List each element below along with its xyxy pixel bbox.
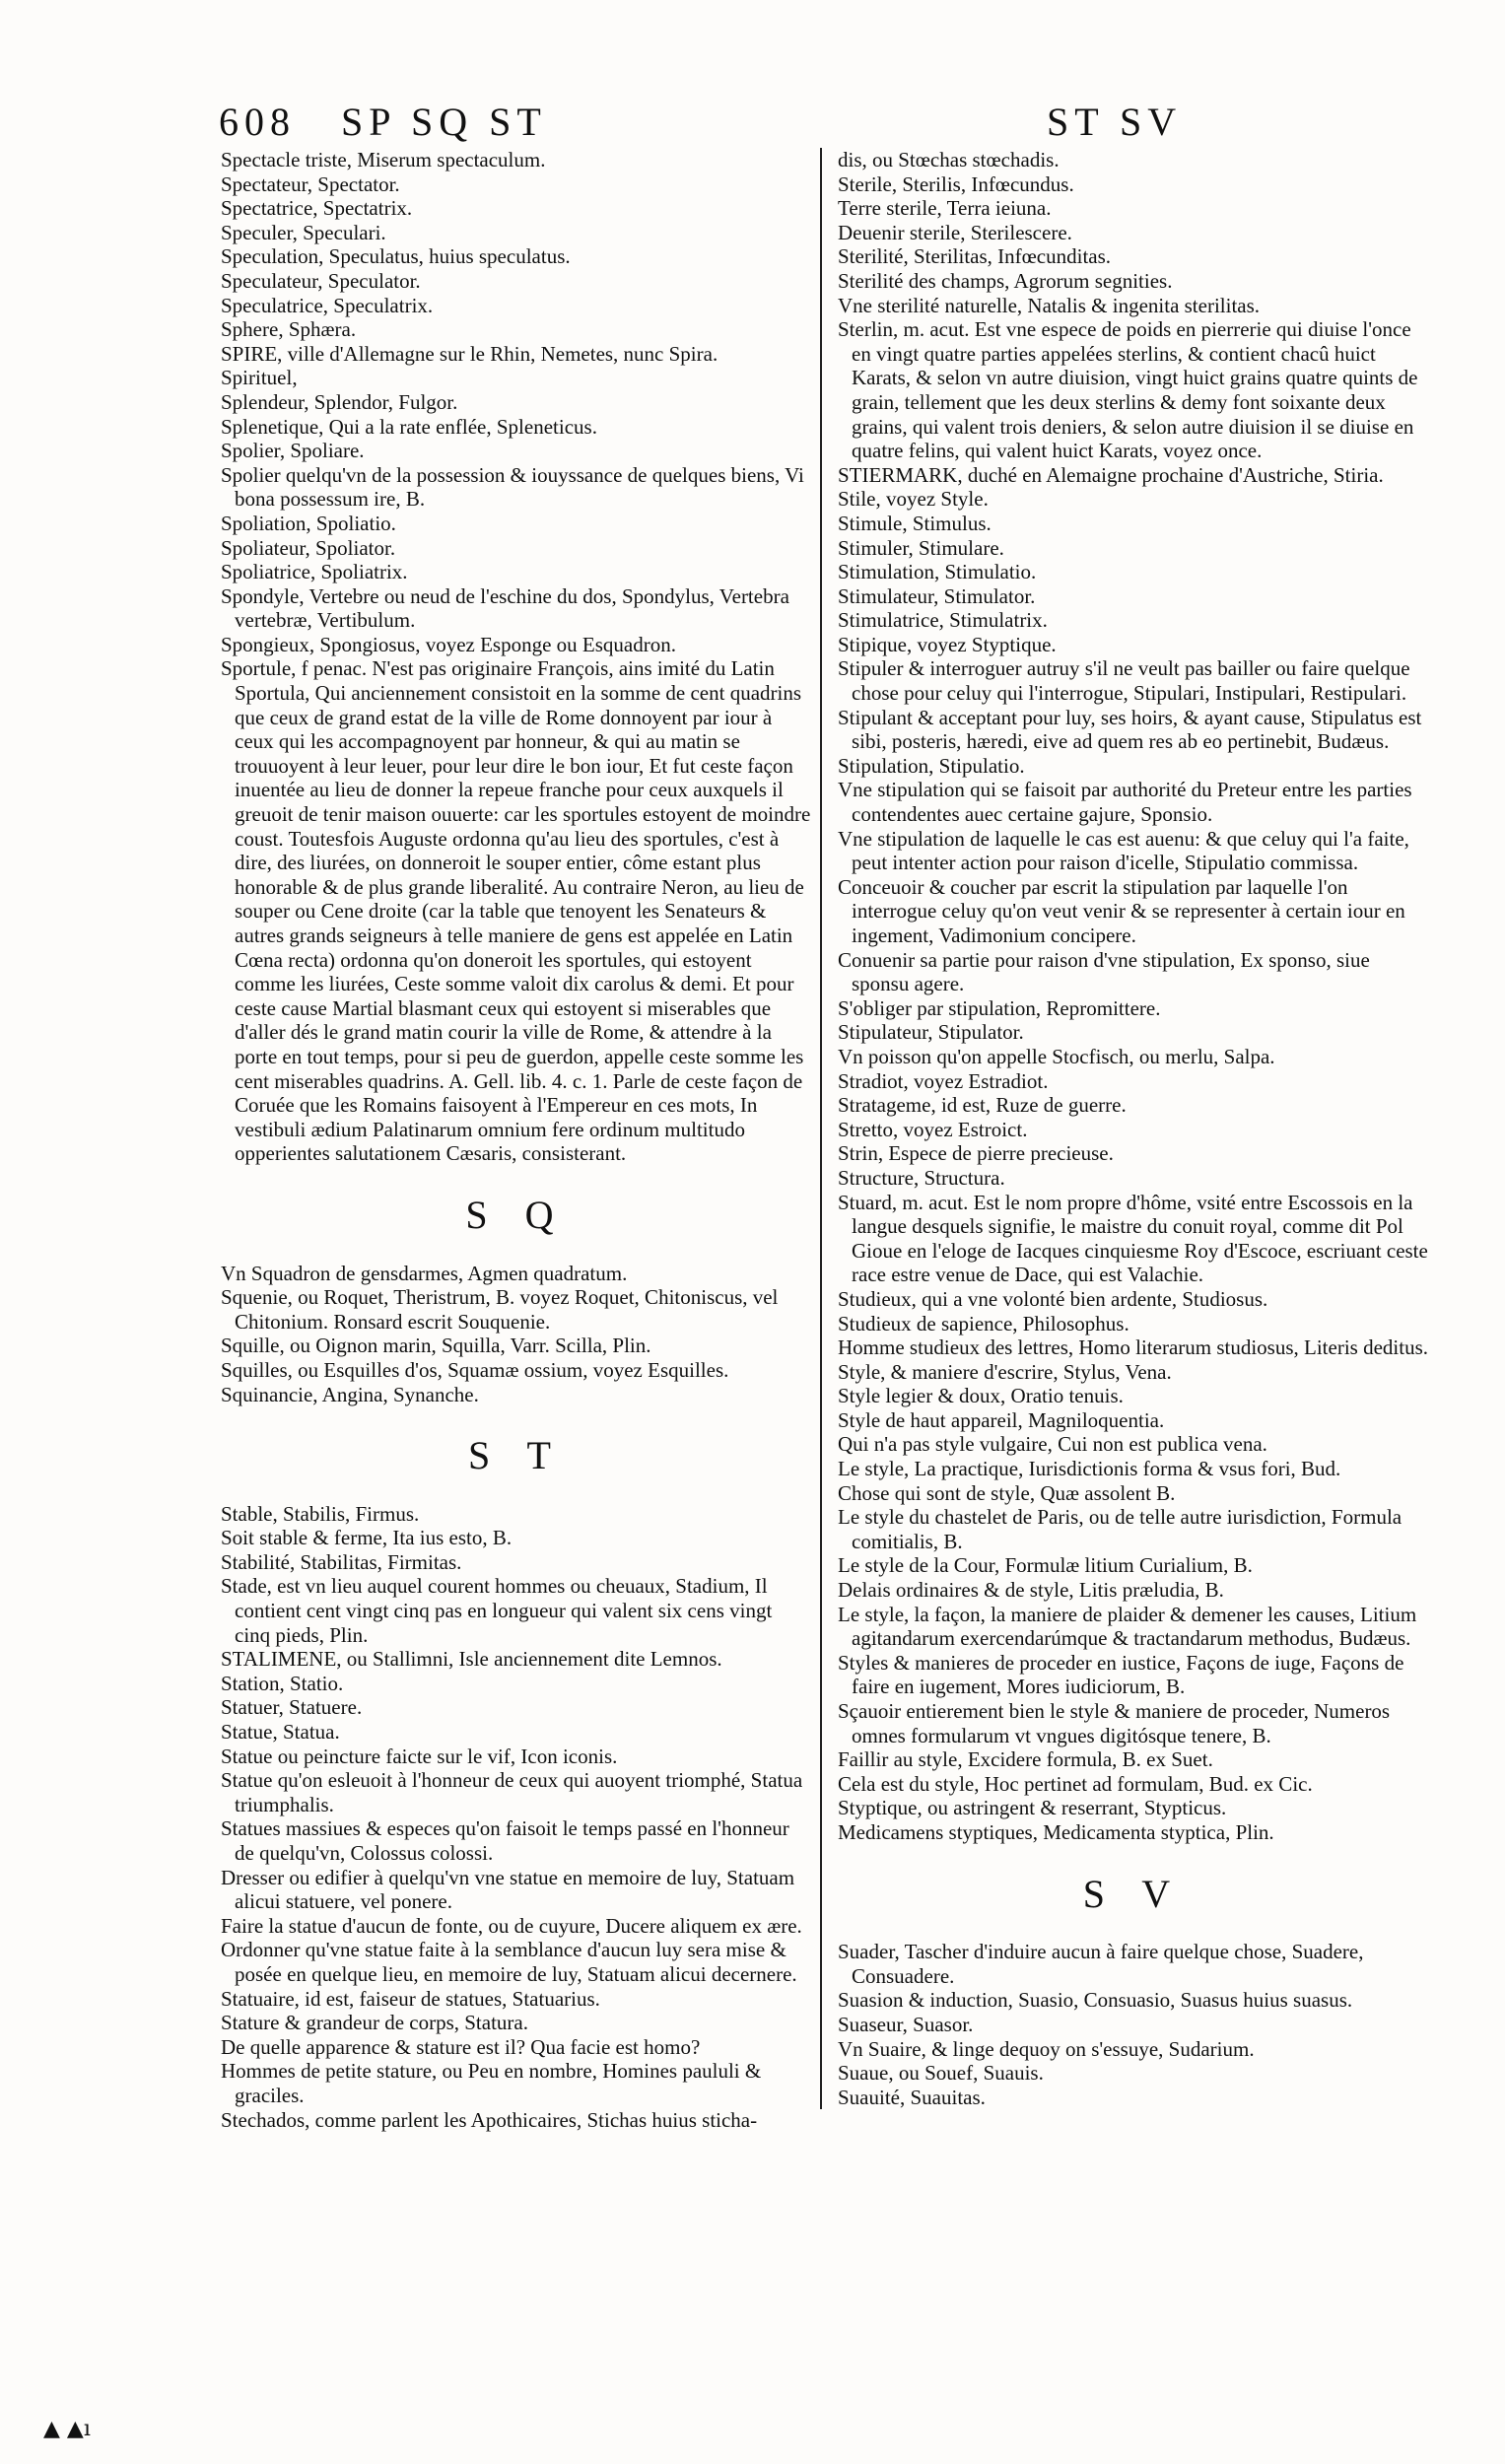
dictionary-entry: Medicamens styptiques, Medicamenta styptica, Plin. xyxy=(838,1819,1274,1844)
section-heading-sq: S Q xyxy=(465,1192,568,1237)
dictionary-entry: Stade, est vn lieu auquel courent hommes ou cheuaux, Stadium, Il contient cent vingt cinq pas en longueur qui valent six cens vingt cinq pieds, Plin. xyxy=(221,1574,773,1647)
dictionary-entry: Vn Squadron de gensdarmes, Agmen quadratum. xyxy=(221,1261,628,1285)
dictionary-entry: dis, ou Stœchas stœchadis. xyxy=(838,148,1060,171)
dictionary-entry: Dresser ou edifier à quelqu'vn vne statue en memoire de luy, Statuam alicui statuere, vel ponere. xyxy=(221,1865,795,1914)
dictionary-entry: Homme studieux des lettres, Homo literarum studiosus, Literis deditus. xyxy=(838,1335,1429,1360)
dictionary-entry: Vne sterilité naturelle, Natalis & ingenita sterilitas. xyxy=(838,293,1261,317)
dictionary-entry: Spectatrice, Spectatrix. xyxy=(221,196,413,221)
section-heading-st: S T xyxy=(468,1433,565,1478)
entries-sp xyxy=(221,148,812,1166)
dictionary-entry: Suaseur, Suasor. xyxy=(838,2012,974,2036)
dictionary-entry: Stimule, Stimulus. xyxy=(838,511,992,535)
dictionary-entry: Suauité, Suauitas. xyxy=(838,2085,986,2109)
dictionary-entry: Speculation, Speculatus, huius speculatus. xyxy=(221,244,571,269)
dictionary-entry: Speculateur, Speculator. xyxy=(221,268,421,293)
dictionary-entry: Spoliatrice, Spoliatrix. xyxy=(221,560,408,584)
dictionary-entry: Strin, Espece de pierre precieuse. xyxy=(838,1141,1114,1166)
dictionary-entry: Style legier & doux, Oratio tenuis. xyxy=(838,1384,1124,1408)
dictionary-entry: Sportule, f penac. N'est pas originaire François, ains imité du Latin Sportula, Qui anciennement consistoit en la somme de cent quadrins que ceux de grand estat de la ville de Rome donnoyent par iour à ceux qui les accompagnoyent par honneur, & qui au matin se trouuoyent à leur leuer, pour leur dire le bon iour, Et fut ceste façon inuentée au lieu de donner la repeue franche pour ceux auxquels il greuoit de tenir maison ouuerte: car les sportules estoyent de moindre coust. Toutesfois Auguste ordonna qu'au lieu des sportules, c'est à dire, des liurées, on donneroit le souper entier, côme estant plus honorable & de plus grande liberalité. Au contraire Neron, au lieu de souper ou Cene droite (car la table que tenoyent les Senateurs & autres grands seigneurs à telle maniere de gens est appelée en Latin Cœna recta) ordonna qu'on doneroit les sportules, qui estoyent comme les liurées, Ceste somme valoit dix carolus & demi. Et pour ceste cause Martial blasmant ceux qui estoyent si miserables que d'aller dés le grand matin courir la ville de Rome, & attendre à la porte en tout temps, pour si peu de guerdon, appelle ceste somme les cent miserables quadrins. A. Gell. lib. 4. c. 1. Parle de ceste façon de Coruée que les Romains faisoyent à l'Empereur en ces mots, In vestibuli ædium Palatinarum omnium fere ordinum multitudo opperientes salutationem Cæsaris, consisterant. xyxy=(221,656,811,1166)
dictionary-entry: Sphere, Sphæra. xyxy=(221,317,357,342)
dictionary-entry: Stabilité, Stabilitas, Firmitas. xyxy=(221,1549,462,1574)
dictionary-entry: Suasion & induction, Suasio, Consuasio, Suasus huius suasus. xyxy=(838,1988,1353,2013)
dictionary-entry: Spectateur, Spectator. xyxy=(221,171,400,196)
dictionary-entry: Stipulant & acceptant pour luy, ses hoirs, & ayant cause, Stipulatus est sibi, posteris, hæredi, eive ad quem res ab eo pertinebit, Budæus. xyxy=(838,705,1422,754)
dictionary-entry: Le style du chastelet de Paris, ou de telle autre iurisdiction, Formula comitialis, B. xyxy=(838,1505,1402,1553)
dictionary-entry: Stipulateur, Stipulator. xyxy=(838,1020,1024,1045)
dictionary-entry: SPIRE, ville d'Allemagne sur le Rhin, Nemetes, nunc Spira. xyxy=(221,341,718,366)
dictionary-entry: Le style de la Cour, Formulæ litium Curialium, B. xyxy=(838,1553,1253,1578)
dictionary-entry: Vne stipulation de laquelle le cas est auenu: & que celuy qui l'a faite, peut intenter action pour raison d'icelle, Stipulatio commissa. xyxy=(838,826,1409,875)
column-divider xyxy=(820,148,822,2109)
dictionary-entry: Spoliateur, Spoliator. xyxy=(221,535,396,560)
dictionary-entry: Spectacle triste, Miserum spectaculum. xyxy=(221,148,546,171)
entries-sv xyxy=(838,1940,1429,2109)
dictionary-entry: Terre sterile, Terra ieiuna. xyxy=(838,196,1052,221)
dictionary-entry: Spolier quelqu'vn de la possession & iouyssance de quelques biens, Vi bona possessum ire, B. xyxy=(221,462,804,512)
dictionary-entry: Spirituel, xyxy=(221,366,298,390)
dictionary-entry: Sterile, Sterilis, Infœcundus. xyxy=(838,171,1074,196)
dictionary-entry: Spongieux, Spongiosus, voyez Esponge ou Esquadron. xyxy=(221,632,676,656)
dictionary-entry: Chose qui sont de style, Quæ assolent B. xyxy=(838,1480,1176,1505)
dictionary-entry: Faillir au style, Excidere formula, B. ex Suet. xyxy=(838,1747,1213,1772)
dictionary-entry: Vn poisson qu'on appelle Stocfisch, ou merlu, Salpa. xyxy=(838,1044,1275,1068)
dictionary-entry: Statue qu'on esleuoit à l'honneur de ceux qui auoyent triomphé, Statua triumphalis. xyxy=(221,1768,803,1816)
dictionary-entry: Statues massiues & especes qu'on faisoit le temps passé en l'honneur de quelqu'vn, Colossus colossi. xyxy=(221,1816,789,1865)
dictionary-entry: Splenetique, Qui a la rate enflée, Spleneticus. xyxy=(221,414,597,439)
dictionary-entry: Stradiot, voyez Estradiot. xyxy=(838,1068,1049,1093)
dictionary-entry: STALIMENE, ou Stallimni, Isle anciennement dite Lemnos. xyxy=(221,1647,722,1672)
dictionary-entry: Delais ordinaires & de style, Litis præludia, B. xyxy=(838,1578,1224,1603)
dictionary-entry: Suaue, ou Souef, Suauis. xyxy=(838,2061,1044,2086)
dictionary-entry: Statuaire, id est, faiseur de statues, Statuarius. xyxy=(221,1986,600,2011)
left-running-head xyxy=(219,99,547,145)
dictionary-entry: Qui n'a pas style vulgaire, Cui non est publica vena. xyxy=(838,1432,1267,1457)
dictionary-entry: Structure, Structura. xyxy=(838,1165,1005,1190)
dictionary-entry: Squilles, ou Esquilles d'os, Squamæ ossium, voyez Esquilles. xyxy=(221,1357,729,1382)
dictionary-entry: Stable, Stabilis, Firmus. xyxy=(221,1501,420,1526)
dictionary-entry: Stipuler & interroguer autruy s'il ne veult pas bailler ou faire quelque chose pour celuy qui l'interrogue, Stipulari, Instipulari, Restipulari. xyxy=(838,656,1410,706)
dictionary-entry: Deuenir sterile, Sterilescere. xyxy=(838,220,1072,244)
dictionary-entry: Sterilité, Sterilitas, Infœcunditas. xyxy=(838,244,1112,269)
section-heading-sv: S V xyxy=(1082,1871,1185,1916)
dictionary-entry: Studieux, qui a vne volonté bien ardente, Studiosus. xyxy=(838,1286,1268,1311)
left-head-letters: SP SQ ST xyxy=(341,100,547,144)
dictionary-entry: Ordonner qu'vne statue faite à la semblance d'aucun luy sera mise & posée en quelque lieu, en memoire de luy, Statuam alicui decernere. xyxy=(221,1938,797,1986)
dictionary-entry: Stimulateur, Stimulator. xyxy=(838,583,1036,608)
dictionary-entry: Stipique, voyez Styptique. xyxy=(838,632,1057,656)
dictionary-entry: Statue, Statua. xyxy=(221,1720,340,1745)
dictionary-entry: Spondyle, Vertebre ou neud de l'eschine du dos, Spondylus, Vertebra vertebræ, Vertibulum. xyxy=(221,583,789,633)
dictionary-entry: Studieux de sapience, Philosophus. xyxy=(838,1311,1129,1335)
dictionary-entry: Splendeur, Splendor, Fulgor. xyxy=(221,389,458,414)
dictionary-entry: Stature & grandeur de corps, Statura. xyxy=(221,2011,528,2035)
dictionary-entry: Stipulation, Stipulatio. xyxy=(838,753,1025,778)
right-running-head: ST SV xyxy=(1047,100,1183,144)
right-column xyxy=(838,148,1429,2109)
dictionary-entry: Faire la statue d'aucun de fonte, ou de cuyure, Ducere aliquem ex ære. xyxy=(221,1913,802,1938)
dictionary-entry: Vne stipulation qui se faisoit par authorité du Preteur entre les parties contendentes auec certaine gajure, Sponsio. xyxy=(838,778,1412,827)
dictionary-entry: Spoliation, Spoliatio. xyxy=(221,511,396,535)
entries-sq xyxy=(221,1262,812,1407)
dictionary-entry: Stratageme, id est, Ruze de guerre. xyxy=(838,1093,1127,1118)
dictionary-entry: Style, & maniere d'escrire, Stylus, Vena. xyxy=(838,1359,1172,1384)
dictionary-entry: Statuer, Statuere. xyxy=(221,1695,363,1720)
dictionary-entry: Station, Statio. xyxy=(221,1671,344,1695)
dictionary-entry: Sterilité des champs, Agrorum segnities. xyxy=(838,268,1173,293)
dictionary-entry: Styptique, ou astringent & reserrant, Stypticus. xyxy=(838,1796,1227,1820)
page-number: 608 xyxy=(219,100,296,144)
dictionary-entry: Speculer, Speculari. xyxy=(221,220,386,244)
dictionary-entry: Soit stable & ferme, Ita ius esto, B. xyxy=(221,1526,513,1550)
left-column xyxy=(221,148,812,2132)
dictionary-entry: Conuenir sa partie pour raison d'vne stipulation, Ex sponso, siue sponsu agere. xyxy=(838,947,1370,996)
dictionary-entry: Style de haut appareil, Magniloquentia. xyxy=(838,1407,1165,1432)
dictionary-entry: Suader, Tascher d'induire aucun à faire quelque chose, Suadere, Consuadere. xyxy=(838,1940,1364,1988)
entries-st-right xyxy=(838,148,1429,1845)
dictionary-entry: Hommes de petite stature, ou Peu en nombre, Homines paululi & graciles. xyxy=(221,2059,762,2107)
dictionary-entry: Squinancie, Angina, Synanche. xyxy=(221,1382,479,1406)
dictionary-entry: Le style, La practique, Iurisdictionis forma & vsus fori, Bud. xyxy=(838,1457,1341,1481)
entries-st-left xyxy=(221,1502,812,2132)
dictionary-entry: Squille, ou Oignon marin, Squilla, Varr. Scilla, Plin. xyxy=(221,1334,651,1358)
dictionary-entry: Stimuler, Stimulare. xyxy=(838,535,1004,560)
dictionary-entry: Speculatrice, Speculatrix. xyxy=(221,293,434,317)
dictionary-entry: Conceuoir & coucher par escrit la stipulation par laquelle l'on interrogue celuy qu'on veut venir & se representer à certain iour en ingement, Vadimonium concipere. xyxy=(838,874,1405,947)
dictionary-entry: Sçauoir entierement bien le style & maniere de proceder, Numeros omnes formularum vt vngues digitósque tenere, B. xyxy=(838,1699,1391,1747)
dictionary-entry: De quelle apparence & stature est il? Qua facie est homo? xyxy=(221,2034,701,2059)
dictionary-entry: Styles & manieres de proceder en iustice, Façons de iuge, Façons de faire en iugement, Mores iudiciorum, B. xyxy=(838,1650,1404,1699)
dictionary-entry: Stuard, m. acut. Est le nom propre d'hôme, vsité entre Escossois en la langue desquels signifie, le maistre du conuit royal, comme dit Pol Gioue en l'eloge de Iacques cinquiesme Roy d'Escoce, escriuant ceste race estre venue de Dace, qui est Valachie. xyxy=(838,1190,1428,1287)
dictionary-entry: STIERMARK, duché en Alemaigne prochaine d'Austriche, Stiria. xyxy=(838,462,1384,487)
dictionary-entry: Statue ou peincture faicte sur le vif, Icon iconis. xyxy=(221,1744,618,1768)
dictionary-entry: Vn Suaire, & linge dequoy on s'essuye, Sudarium. xyxy=(838,2036,1255,2061)
dictionary-entry: Stimulatrice, Stimulatrix. xyxy=(838,608,1048,633)
dictionary-entry: Squenie, ou Roquet, Theristrum, B. voyez Roquet, Chitoniscus, vel Chitonium. Ronsard escrit Souquenie. xyxy=(221,1285,779,1334)
dictionary-entry: Cela est du style, Hoc pertinet ad formulam, Bud. ex Cic. xyxy=(838,1771,1313,1796)
dictionary-entry: Spolier, Spoliare. xyxy=(221,439,365,463)
dictionary-entry: Stile, voyez Style. xyxy=(838,487,989,512)
footer-marks: ▲ ▲ı xyxy=(43,2417,91,2441)
dictionary-entry: Le style, la façon, la maniere de plaider & demener les causes, Litium agitandarum exercendarúmque & tractandarum methodus, Budæus. xyxy=(838,1602,1417,1651)
dictionary-entry: S'obliger par stipulation, Repromittere. xyxy=(838,995,1161,1020)
dictionary-entry: Sterlin, m. acut. Est vne espece de poids en pierrerie qui diuise l'once en vingt quatre parties appelées sterlins, & contient chacû huict Karats, & selon vn autre diuision, vingt huict grains quatre quints de grain, tellement que les deux sterlins & demy font soixante deux grains, qui valent trois deniers, & selon autre diuision il se diuise en quatre felins, qui valent huict Karats, voyez once. xyxy=(838,317,1418,463)
dictionary-entry: Stretto, voyez Estroict. xyxy=(838,1117,1028,1141)
dictionary-entry: Stechados, comme parlent les Apothicaires, Stichas huius sticha- xyxy=(221,2107,758,2132)
dictionary-entry: Stimulation, Stimulatio. xyxy=(838,560,1037,584)
